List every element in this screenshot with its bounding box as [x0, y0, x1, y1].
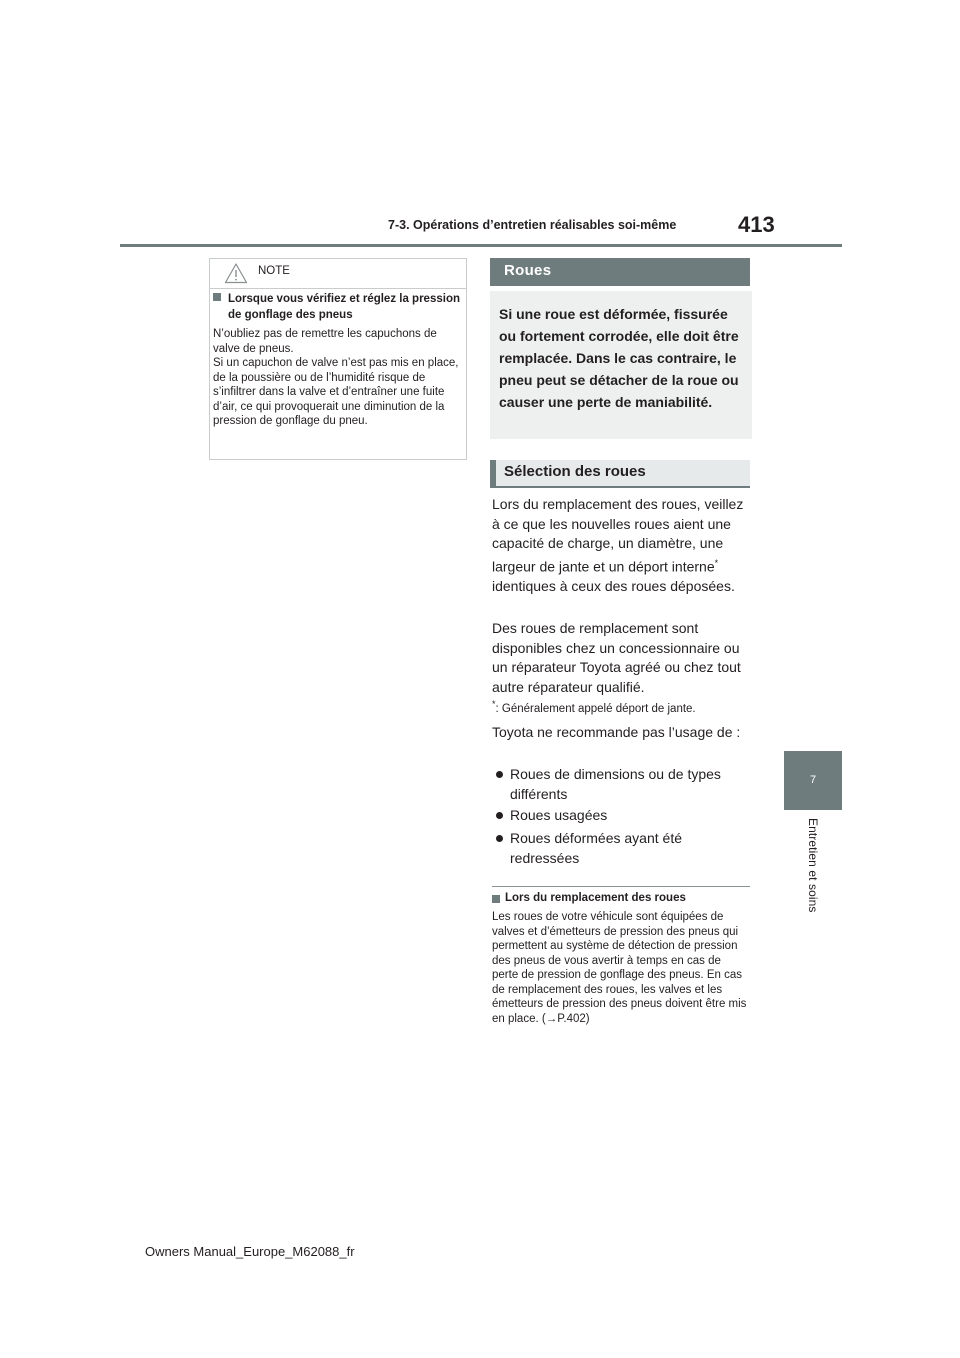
note-bullet-square: [213, 293, 221, 301]
selection-paragraph-3: [492, 723, 752, 743]
note-body: [213, 327, 463, 429]
note-paragraph-2: Si un capuchon de valve n’est pas mis en place, de la poussière ou de l’humidité risque de s’infiltrer dans la valve et d’entraîner une fuite d’air, ce qui provoquerait une diminution de la pression de gonflage du pneu.: [213, 357, 459, 427]
info-body: Les roues de votre véhicule sont équipées de valves et d’émetteurs de pression des pneus qui permettent au système de détection de pression des pneus de vous avertir à temps en cas de perte de pression de gonflage des pneus. En cas de remplacement des roues, les valves et les émetteurs de pression des pneus doivent être mis en place. (→P.402): [492, 911, 747, 1025]
list-item-text: Roues déformées ayant été redressées: [510, 830, 682, 866]
list-item: [492, 765, 752, 804]
document-footer: Owners Manual_Europe_M62088_fr: [145, 1244, 355, 1259]
info-title: Lors du remplacement des roues: [505, 892, 686, 904]
chapter-number: 7: [809, 774, 817, 786]
footnote-mark: *: [492, 699, 496, 709]
bullet-dot-icon: [496, 771, 503, 778]
note-title: Lorsque vous vérifiez et réglez la pression de gonflage des pneus: [228, 293, 460, 321]
section-title: 7-3. Opérations d’entretien réalisables soi-même: [388, 218, 677, 232]
note-paragraph-1: N’oubliez pas de remettre les capuchons de valve de pneus.: [213, 328, 437, 355]
warning-triangle-icon: [224, 262, 248, 284]
page-number: 413: [738, 212, 775, 237]
footnote-ref: *: [714, 557, 719, 568]
roues-heading: Roues: [504, 262, 552, 279]
selection-p1-tail: identiques à ceux des roues déposées.: [492, 577, 735, 594]
chapter-title: Entretien et soins: [806, 818, 820, 913]
selection-p3-text: Toyota ne recommande pas l’usage de :: [492, 724, 741, 740]
note-label: NOTE: [258, 265, 290, 277]
bullet-dot-icon: [496, 835, 503, 842]
list-item: [492, 806, 752, 826]
list-item-text: Roues de dimensions ou de types différents: [510, 766, 721, 802]
selection-paragraph-2: [492, 619, 752, 697]
info-rule: [492, 886, 750, 887]
list-item: [492, 829, 752, 868]
roues-warning-text: Si une roue est déformée, fissurée ou fortement corrodée, elle doit être remplacée. Dans le cas contraire, le pneu peut se détacher de la roue ou causer une perte de maniabilité.: [499, 306, 739, 410]
selection-paragraph-1: [492, 495, 752, 596]
selection-p2-text: Des roues de remplacement sont disponibles chez un concessionnaire ou un réparateur Toyota agréé ou chez tout autre réparateur qualifié.: [492, 620, 741, 695]
bullet-dot-icon: [496, 812, 503, 819]
selection-heading: Sélection des roues: [504, 463, 646, 480]
selection-heading-marker: [490, 460, 496, 488]
selection-p1-text: Lors du remplacement des roues, veillez à ce que les nouvelles roues aient une capacité de charge, un diamètre, une largeur de jante et un déport interne: [492, 496, 744, 575]
note-header: [210, 259, 466, 289]
header-rule: [120, 244, 842, 247]
list-item-text: Roues usagées: [510, 807, 608, 823]
footnote: [492, 699, 696, 715]
footnote-text: : Généralement appelé déport de jante.: [495, 702, 696, 715]
info-bullet-square: [492, 895, 500, 903]
